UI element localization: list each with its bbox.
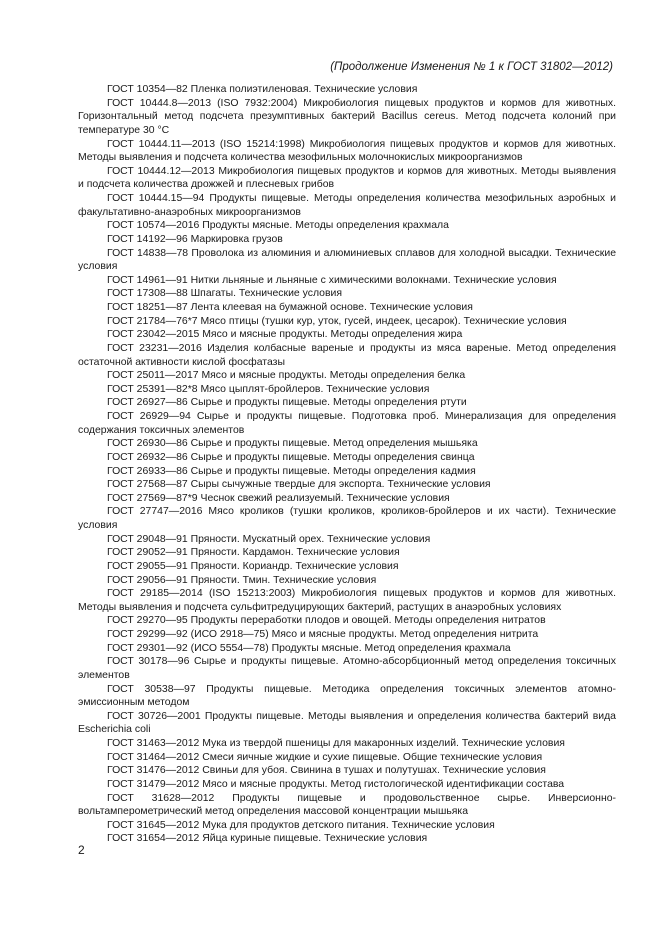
list-item: ГОСТ 26929—94 Сырье и продукты пищевые. Подготовка проб. Минерализация для определения содержания токсичных элементов xyxy=(78,411,616,436)
list-item: ГОСТ 31645—2012 Мука для продуктов детского питания. Технические условия xyxy=(107,819,495,831)
list-item: ГОСТ 30538—97 Продукты пищевые. Методика определения токсичных элементов атомно-эмиссионным методом xyxy=(78,683,616,709)
list-item: ГОСТ 10444.11—2013 (ISO 15214:1998) Микробиология пищевых продуктов и кормов для животных. Методы выявления и подсчета количества мезофильных молочнокислых микроорганизмов xyxy=(78,138,616,164)
page-number: 2 xyxy=(78,843,85,857)
page-header: (Продолжение Изменения № 1 к ГОСТ 31802—2012) xyxy=(330,61,613,73)
list-item: ГОСТ 31628—2012 Продукты пищевые и продовольственное сырье. Инверсионно-вольтамперометрический метод определения массовой концентрации мышьяка xyxy=(78,792,616,818)
list-item: ГОСТ 18251—87 Лента клеевая на бумажной основе. Технические условия xyxy=(107,302,473,313)
list-item: ГОСТ 23042—2015 Мясо и мясные продукты. Методы определения жира xyxy=(107,329,463,341)
list-item: ГОСТ 23231—2016 Изделия колбасные вареные и продукты из мяса вареные. Метод определения остаточной активности кислой фосфатазы xyxy=(78,342,616,368)
list-item: ГОСТ 27568—87 Сыры сычужные твердые для экспорта. Технические условия xyxy=(107,479,491,491)
list-item: ГОСТ 10444.12—2013 Микробиология пищевых продуктов и кормов для животных. Методы выявления и подсчета количества дрожжей и плесневых грибов xyxy=(78,165,616,191)
list-item: ГОСТ 14838—78 Проволока из алюминия и алюминиевых сплавов для холодной высадки. Технические условия xyxy=(78,247,616,273)
list-item: ГОСТ 31479—2012 Мясо и мясные продукты. Метод гистологической идентификации состава xyxy=(107,778,565,790)
list-item: ГОСТ 27747—2016 Мясо кроликов (тушки кроликов, кроликов-бройлеров и их части). Технические условия xyxy=(78,506,616,531)
list-item: ГОСТ 26932—86 Сырье и продукты пищевые. Методы определения свинца xyxy=(107,451,475,463)
list-item: ГОСТ 25391—82*8 Мясо цыплят-бройлеров. Технические условия xyxy=(107,383,430,395)
list-item: ГОСТ 29299—92 (ИСО 2918—75) Мясо и мясные продукты. Метод определения нитрита xyxy=(107,629,539,640)
list-item: ГОСТ 29185—2014 (ISO 15213:2003) Микробиология пищевых продуктов и кормов для животных. Методы выявления и подсчета сульфитредуцирующих бактерий, растущих в анаэробных условиях xyxy=(78,588,616,613)
standards-list xyxy=(78,83,616,846)
list-item: ГОСТ 31476—2012 Свиньи для убоя. Свинина в тушах и полутушах. Технические условия xyxy=(107,765,546,777)
list-item: ГОСТ 26927—86 Сырье и продукты пищевые. Методы определения ртути xyxy=(107,397,467,409)
list-item: ГОСТ 26933—86 Сырье и продукты пищевые. Методы определения кадмия xyxy=(107,465,476,477)
list-item: ГОСТ 10354—82 Пленка полиэтиленовая. Технические условия xyxy=(107,84,418,95)
list-item: ГОСТ 10444.8—2013 (ISO 7932:2004) Микробиология пищевых продуктов и кормов для животных. Горизонтальный метод подсчета презумптивных бактерий Bacillus cereus. Метод подсчета колоний при температуре 30 °C xyxy=(78,97,616,136)
list-item: ГОСТ 25011—2017 Мясо и мясные продукты. Методы определения белка xyxy=(107,370,466,382)
list-item: ГОСТ 26930—86 Сырье и продукты пищевые. Метод определения мышьяка xyxy=(107,438,478,450)
list-item: ГОСТ 29052—91 Пряности. Кардамон. Технические условия xyxy=(107,547,400,559)
list-item: ГОСТ 29048—91 Пряности. Мускатный орех. Технические условия xyxy=(107,533,431,545)
list-item: ГОСТ 10444.15—94 Продукты пищевые. Методы определения количества мезофильных аэробных и факультативно-анаэробных микроорганизмов xyxy=(78,193,616,218)
list-item: ГОСТ 17308—88 Шпагаты. Технические условия xyxy=(107,288,342,300)
list-item: ГОСТ 27569—87*9 Чеснок свежий реализуемый. Технические условия xyxy=(107,492,450,504)
list-item: ГОСТ 30726—2001 Продукты пищевые. Методы выявления и определения количества бактерий вида Escherichia coli xyxy=(78,710,616,736)
list-item: ГОСТ 29055—91 Пряности. Кориандр. Технические условия xyxy=(107,560,399,572)
list-item: ГОСТ 29056—91 Пряности. Тмин. Технические условия xyxy=(107,574,377,586)
list-item: ГОСТ 14192—96 Маркировка грузов xyxy=(107,233,283,245)
list-item: ГОСТ 21784—76*7 Мясо птицы (тушки кур, уток, гусей, индеек, цесарок). Технические условия xyxy=(107,315,567,327)
list-item: ГОСТ 29301—92 (ИСО 5554—78) Продукты мясные. Метод определения крахмала xyxy=(107,642,511,654)
list-item: ГОСТ 14961—91 Нитки льняные и льняные с химическими волокнами. Технические условия xyxy=(107,274,557,286)
list-item: ГОСТ 31654—2012 Яйца куриные пищевые. Технические условия xyxy=(107,833,428,845)
list-item: ГОСТ 31463—2012 Мука из твердой пшеницы для макаронных изделий. Технические условия xyxy=(107,738,565,749)
list-item: ГОСТ 31464—2012 Смеси яичные жидкие и сухие пищевые. Общие технические условия xyxy=(107,751,543,763)
list-item: ГОСТ 29270—95 Продукты переработки плодов и овощей. Методы определения нитратов xyxy=(107,615,546,627)
list-item: ГОСТ 10574—2016 Продукты мясные. Методы определения крахмала xyxy=(107,220,449,232)
list-item: ГОСТ 30178—96 Сырье и продукты пищевые. Атомно-абсорбционный метод определения токсичных элементов xyxy=(78,656,616,681)
